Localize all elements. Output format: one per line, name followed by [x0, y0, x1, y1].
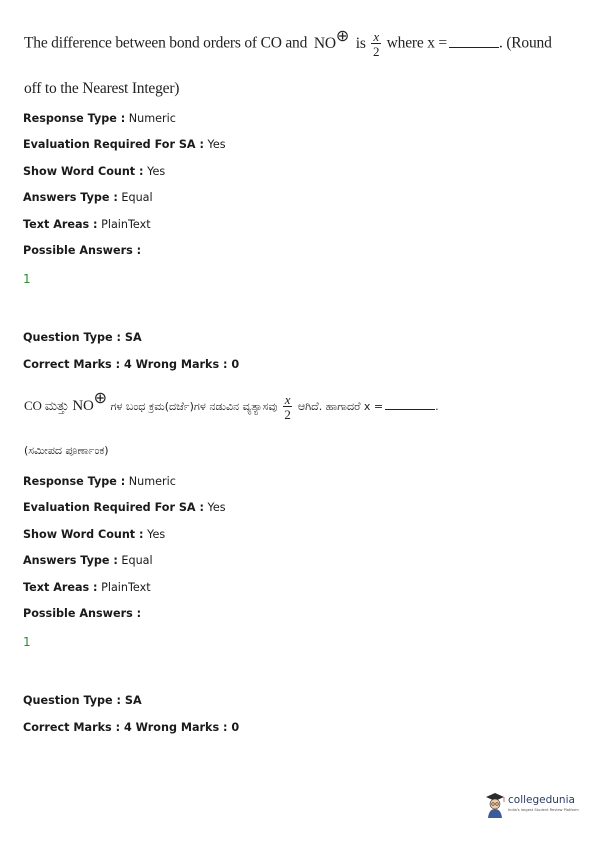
possible-answers-row: Possible Answers : [23, 244, 142, 257]
word-count-row: Show Word Count : Yes [23, 165, 166, 178]
possible-answers-row: Possible Answers : [23, 607, 142, 620]
student-mascot-icon [484, 792, 506, 818]
text-areas-row: Text Areas : PlainText [23, 581, 151, 594]
question-2-tail: ಆಗಿದೆ. ಹಾಗಾದರೆ x = [297, 400, 384, 413]
species-no: NO [72, 398, 94, 414]
response-type-row: Response Type : Numeric [23, 475, 176, 488]
question-type-row: Question Type : SA [23, 694, 142, 707]
logo-tagline: India's largest Student Review Platform [508, 808, 579, 812]
text-areas-row: Text Areas : PlainText [23, 218, 151, 231]
question-1-lead: The difference between bond orders of CO and [24, 34, 308, 52]
question-1-text [24, 27, 552, 59]
question-1-line2: off to the Nearest Integer) [24, 80, 180, 97]
word-count-row: Show Word Count : Yes [23, 528, 166, 541]
fraction-x-over-2: $\frac{x}{2}$ [284, 392, 291, 422]
question-1-is: is [355, 34, 366, 52]
fraction-x-over-2: $\frac{x}{2}$ [373, 29, 380, 59]
question-2-line2: (ಸಮೀಪದ ಪೂರ್ಣಾಂಕ) [24, 444, 109, 457]
evaluation-row: Evaluation Required For SA : Yes [23, 501, 226, 514]
question-2-end: . [435, 400, 439, 413]
answer-blank [385, 408, 435, 410]
question-2-text [24, 388, 439, 422]
species-no: NO [313, 34, 336, 52]
answers-type-row: Answers Type : Equal [23, 554, 153, 567]
possible-answer-value: 1 [23, 272, 31, 286]
circled-plus-icon: ⊕ [93, 388, 107, 407]
question-1-tail: . (Round [498, 34, 552, 52]
answers-type-row: Answers Type : Equal [23, 191, 153, 204]
possible-answer-value: 1 [23, 635, 31, 649]
question-type-row: Question Type : SA [23, 331, 142, 344]
answer-blank [449, 46, 499, 48]
question-1-where: where x = [386, 34, 447, 52]
logo-name: collegedunia [508, 794, 575, 806]
question-2-lead: CO ಮತ್ತು [24, 398, 69, 413]
evaluation-row: Evaluation Required For SA : Yes [23, 138, 226, 151]
collegedunia-logo [484, 792, 579, 820]
marks-row: Correct Marks : 4 Wrong Marks : 0 [23, 721, 240, 734]
marks-row: Correct Marks : 4 Wrong Marks : 0 [23, 358, 240, 371]
response-type-row: Response Type : Numeric [23, 112, 176, 125]
circled-plus-icon: ⊕ [335, 27, 350, 45]
question-2-mid: ಗಳ ಬಂಧ ಕ್ರಮ(ದರ್ಜೆ)ಗಳ ನಡುವಿನ ವ್ಯತ್ಯಾಸವು [110, 400, 278, 413]
